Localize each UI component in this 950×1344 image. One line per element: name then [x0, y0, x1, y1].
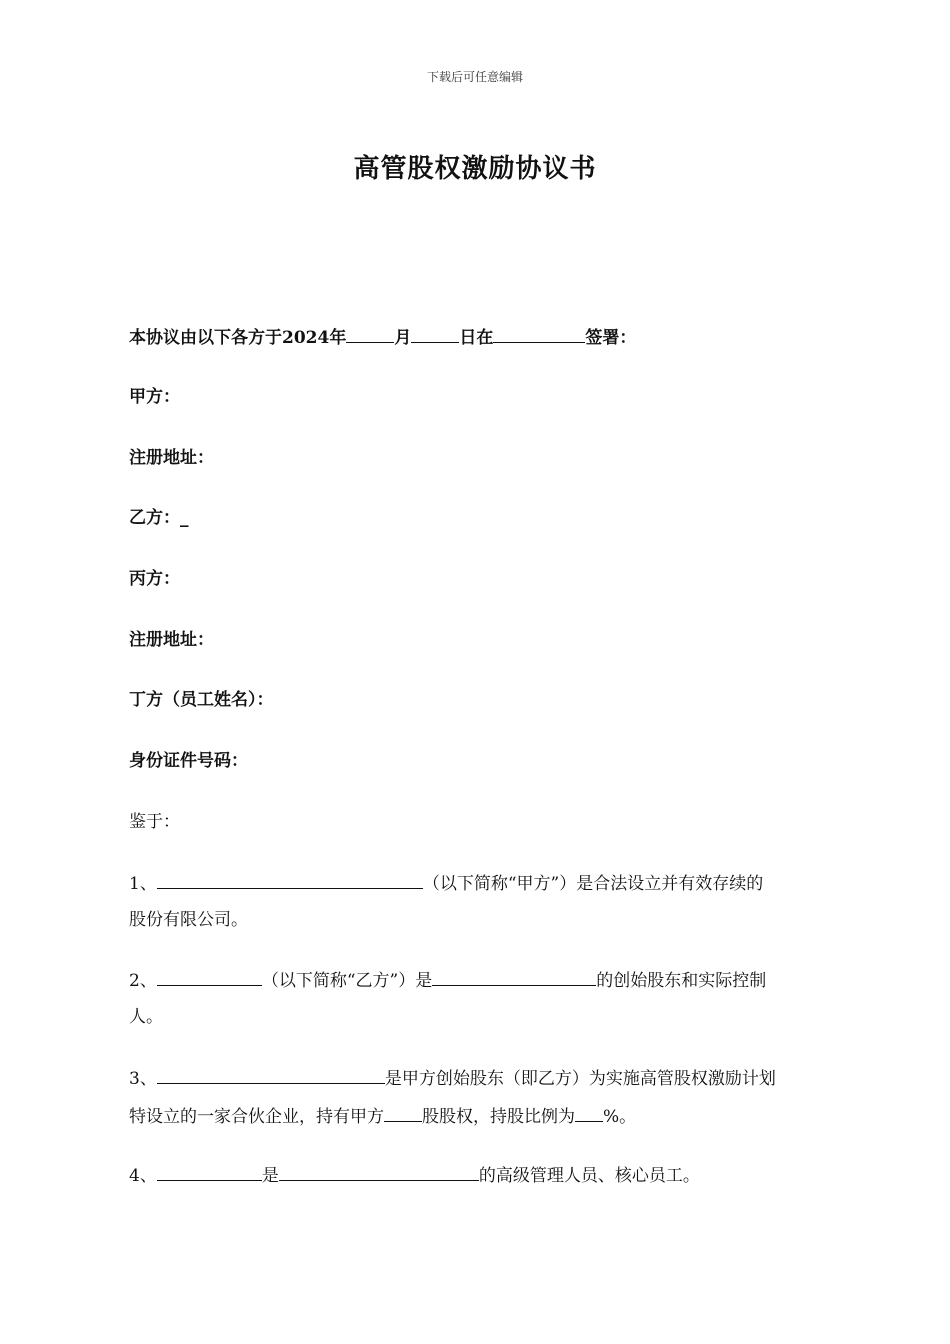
clause-2-company-blank[interactable] — [432, 969, 596, 986]
intro-prefix: 本协议由以下各方于 — [129, 328, 282, 348]
party-bing: 丙方： — [129, 569, 180, 589]
clause-3 — [129, 1067, 839, 1125]
clause-3-text-4: %。 — [603, 1107, 637, 1127]
clause-1-number: 1、 — [129, 874, 157, 894]
clause-3-shares-blank[interactable] — [384, 1105, 422, 1122]
place-blank[interactable] — [493, 326, 585, 343]
header-note: 下载后可任意编辑 — [426, 70, 523, 84]
clause-1-text-2: 股份有限公司。 — [129, 910, 248, 930]
intro-day-unit: 日在 — [459, 328, 494, 348]
clause-4-company-blank[interactable] — [279, 1164, 479, 1181]
clause-2-text-1: （以下简称“乙方”）是 — [261, 971, 433, 991]
clause-2 — [129, 969, 839, 1027]
clause-3-partnership-blank[interactable] — [157, 1067, 385, 1084]
clause-2-text-3: 人。 — [129, 1007, 163, 1027]
clause-1-company-blank[interactable] — [157, 872, 423, 889]
party-id-number: 身份证件号码： — [129, 751, 248, 771]
party-jia-address: 注册地址： — [129, 448, 214, 468]
clause-4-text-2: 的高级管理人员、核心员工。 — [478, 1166, 700, 1186]
intro-year: 2024 — [282, 328, 330, 348]
clause-4 — [129, 1164, 839, 1184]
clause-3-text-3: 股股权，持股比例为 — [422, 1107, 575, 1127]
clause-2-text-2: 的创始股东和实际控制 — [596, 971, 767, 991]
clause-4-name-blank[interactable] — [157, 1164, 262, 1181]
clause-2-number: 2、 — [129, 971, 157, 991]
party-bing-address: 注册地址： — [129, 630, 214, 650]
party-ding: 丁方（员工姓名）： — [129, 690, 274, 710]
clause-2-name-blank[interactable] — [157, 969, 262, 986]
clause-1 — [129, 872, 839, 930]
clause-1-text-1: （以下简称“甲方”）是合法设立并有效存续的 — [422, 874, 764, 894]
party-jia: 甲方： — [129, 387, 180, 407]
clause-4-number: 4、 — [129, 1166, 157, 1186]
day-blank[interactable] — [411, 326, 459, 343]
intro-line — [129, 326, 839, 348]
intro-month-unit: 月 — [394, 328, 412, 348]
intro-year-unit: 年 — [329, 328, 347, 348]
intro-suffix: 签署： — [585, 328, 637, 348]
document-title: 高管股权激励协议书 — [353, 154, 597, 184]
whereas-heading: 鉴于： — [129, 812, 180, 832]
clause-3-percent-blank[interactable] — [575, 1105, 603, 1122]
clause-4-text-1: 是 — [261, 1166, 279, 1186]
clause-3-text-2: 特设立的一家合伙企业，持有甲方 — [129, 1107, 384, 1127]
month-blank[interactable] — [346, 326, 394, 343]
party-yi: 乙方：_ — [129, 508, 189, 528]
clause-3-number: 3、 — [129, 1069, 157, 1089]
clause-3-text-1: 是甲方创始股东（即乙方）为实施高管股权激励计划 — [384, 1069, 776, 1089]
